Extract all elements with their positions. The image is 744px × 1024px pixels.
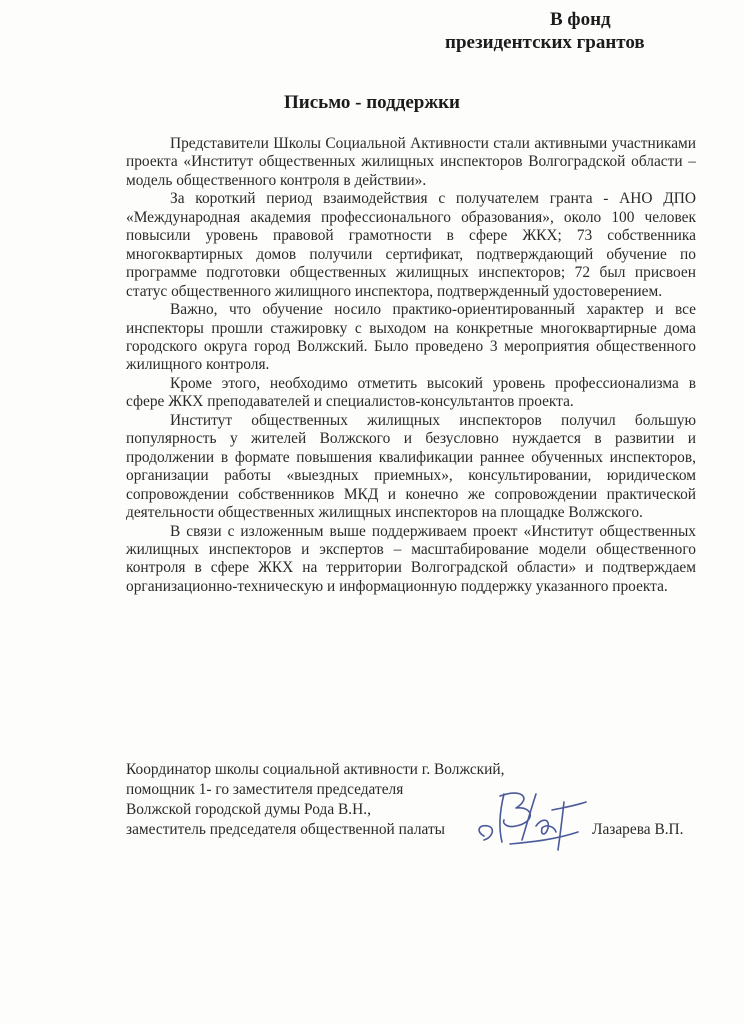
letter-title: Письмо - поддержки — [283, 92, 461, 113]
signer-name: Лазарева В.П. — [592, 821, 684, 838]
paragraph-1: Представители Школы Социальной Активности стали активными участниками проекта «Институт общественных жилищных инспекторов Волгоградской области – модель общественного контроля в действии». — [126, 135, 696, 189]
paragraph-4: Кроме этого, необходимо отметить высокий уровень профессионализма в сфере ЖКХ преподавателей и специалистов-консультантов проекта. — [126, 374, 696, 411]
letter-body — [126, 135, 696, 596]
signer-title-line-3: Волжской городской думы Рода В.Н., — [126, 801, 371, 818]
addressee-line-2: президентских грантов — [445, 32, 645, 53]
signer-title-line-1: Координатор школы социальной активности г. Волжский, — [126, 761, 505, 778]
paragraph-3: Важно, что обучение носило практико-ориентированный характер и все инспекторы прошли стажировку с выходом на конкретные многоквартирные дома городского округа город Волжский. Было проведено 3 мероприятия общественного жилищного контроля. — [126, 301, 696, 374]
signer-title-line-2: помощник 1- го заместителя председателя — [126, 781, 404, 798]
addressee — [430, 8, 690, 54]
paragraph-6: В связи с изложенным выше поддерживаем проект «Институт общественных жилищных инспекторов и экспертов – масштабирование модели общественного контроля в сфере ЖКХ на территории Волгоградской области» и подтверждаем организационно-техническую и информационную поддержку указанного проекта. — [126, 522, 696, 595]
signature-block — [126, 760, 716, 840]
paragraph-2: За короткий период взаимодействия с получателем гранта - АНО ДПО «Международная академия профессионального образования», около 100 человек повысили уровень правовой грамотности в сфере ЖКХ; 73 собственника многоквартирных домов получили сертификат, подтверждающий обучение по программе подготовки общественных жилищных инспекторов; 72 был присвоен статус общественного жилищного инспектора, подтвержденный удостоверением. — [126, 190, 696, 300]
handwritten-signature — [470, 780, 595, 855]
signer-title-line-4: заместитель председателя общественной палаты — [126, 821, 446, 838]
addressee-line-1: В фонд — [550, 9, 611, 30]
paragraph-5: Институт общественных жилищных инспекторов получил большую популярность у жителей Волжского и безусловно нуждается в развитии и продолжении в формате повышения квалификации раннее обученных инспекторов, организации работы «выездных приемных», консультировании, юридическом сопровождении собственников МКД и конечно же сопровождении практической деятельности общественных жилищных инспекторов на площадке Волжского. — [126, 411, 696, 522]
